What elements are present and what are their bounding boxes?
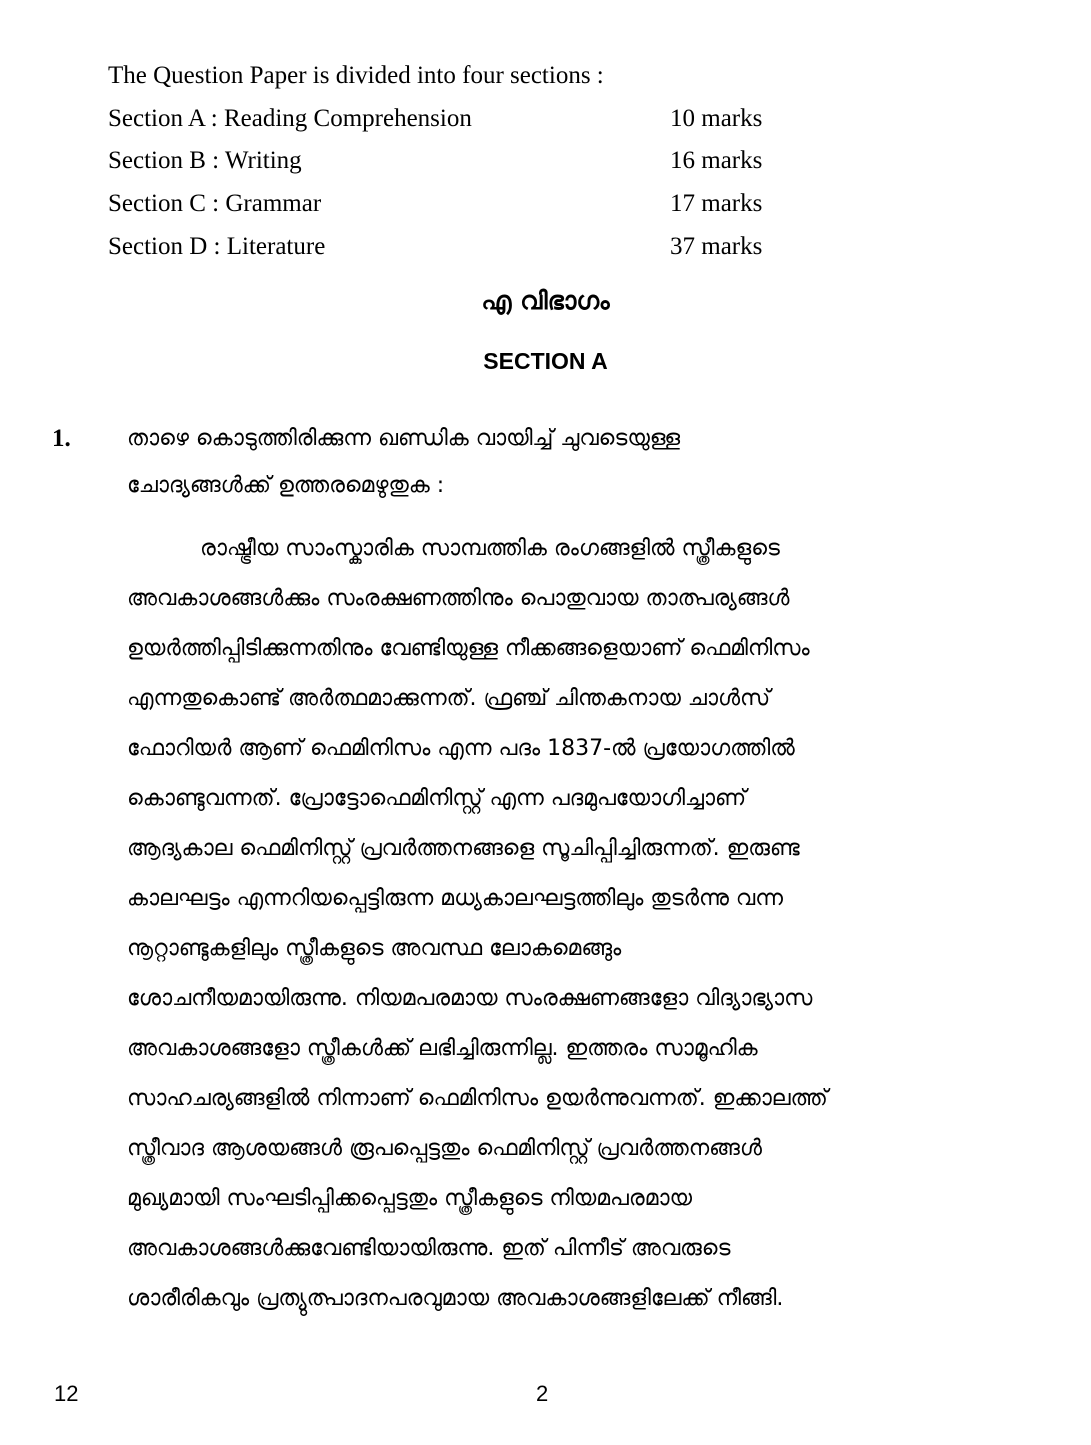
- section-marks: 10 marks: [670, 105, 763, 132]
- passage-line: അവകാശങ്ങൾക്കും സംരക്ഷണത്തിനും പൊതുവായ താത്പര്യങ്ങൾ: [127, 586, 790, 611]
- passage-line: മുഖ്യമായി സംഘടിപ്പിക്കപ്പെട്ടതും സ്ത്രീകളുടെ നിയമപരമായ: [127, 1186, 693, 1211]
- section-heading-malayalam: എ വിഭാഗം: [481, 286, 610, 315]
- passage-line: ആദ്യകാല ഫെമിനിസ്റ്റ് പ്രവർത്തനങ്ങളെ സൂചിപ്പിച്ചിരുന്നത്. ഇരുണ്ട: [127, 836, 800, 861]
- section-name: Section C : Grammar: [108, 190, 322, 217]
- passage-line: എന്നതുകൊണ്ട് അർത്ഥമാക്കുന്നത്. ഫ്രഞ്ച് ചിന്തകനായ ചാൾസ്: [127, 686, 771, 711]
- passage-line: കാലഘട്ടം എന്നറിയപ്പെട്ടിരുന്ന മധ്യകാലഘട്ടത്തിലും തുടർന്നു വന്ന: [127, 886, 783, 911]
- intro-line: The Question Paper is divided into four sections :: [108, 62, 604, 89]
- question-number: 1.: [52, 425, 71, 452]
- section-name: Section B : Writing: [108, 147, 302, 174]
- passage-line: ഉയർത്തിപ്പിടിക്കുന്നതിനും വേണ്ടിയുള്ള നീക്കങ്ങളെയാണ് ഫെമിനിസം: [127, 636, 810, 661]
- passage-line: അവകാശങ്ങളോ സ്ത്രീകൾക്ക് ലഭിച്ചിരുന്നില്ല. ഇത്തരം സാമൂഹിക: [127, 1036, 758, 1061]
- section-marks: 17 marks: [670, 190, 763, 217]
- passage-line: ശാരീരികവും പ്രത്യുത്പാദനപരവുമായ അവകാശങ്ങളിലേക്ക് നീങ്ങി.: [127, 1286, 784, 1311]
- section-heading: SECTION A: [483, 348, 608, 374]
- passage-line: കൊണ്ടുവന്നത്. പ്രോട്ടോഫെമിനിസ്റ്റ് എന്ന പദമുപയോഗിച്ചാണ്: [127, 786, 747, 811]
- passage-line: സ്ത്രീവാദ ആശയങ്ങൾ രൂപപ്പെട്ടതും ഫെമിനിസ്റ്റ് പ്രവർത്തനങ്ങൾ: [127, 1136, 762, 1161]
- section-name: Section A : Reading Comprehension: [108, 105, 472, 132]
- section-marks: 16 marks: [670, 147, 763, 174]
- question-prompt-line: താഴെ കൊടുത്തിരിക്കുന്ന ഖണ്ഡിക വായിച്ച് ചുവടെയുള്ള: [127, 426, 681, 451]
- passage-line: അവകാശങ്ങൾക്കുവേണ്ടിയായിരുന്നു. ഇത് പിന്നീട് അവരുടെ: [127, 1236, 731, 1261]
- section-name: Section D : Literature: [108, 233, 326, 260]
- section-marks: 37 marks: [670, 233, 763, 260]
- passage-line: നൂറ്റാണ്ടുകളിലും സ്ത്രീകളുടെ അവസ്ഥ ലോകമെങ്ങും: [127, 936, 622, 961]
- passage-line: ശോചനീയമായിരുന്നു. നിയമപരമായ സംരക്ഷണങ്ങളോ വിദ്യാഭ്യാസ: [127, 986, 813, 1011]
- question-prompt-line: ചോദ്യങ്ങൾക്ക് ഉത്തരമെഴുതുക :: [127, 473, 445, 498]
- footer-page-number: 2: [536, 1381, 549, 1406]
- passage-line: സാഹചര്യങ്ങളിൽ നിന്നാണ് ഫെമിനിസം ഉയർന്നുവന്നത്. ഇക്കാലത്ത്: [127, 1086, 828, 1111]
- footer-code: 12: [54, 1381, 79, 1406]
- passage-line: ഫോറിയർ ആണ് ഫെമിനിസം എന്ന പദം 1837-ൽ പ്രയോഗത്തിൽ: [127, 736, 795, 761]
- passage-line: രാഷ്ട്രീയ സാംസ്കാരിക സാമ്പത്തിക രംഗങ്ങളിൽ സ്ത്രീകളുടെ: [200, 536, 780, 561]
